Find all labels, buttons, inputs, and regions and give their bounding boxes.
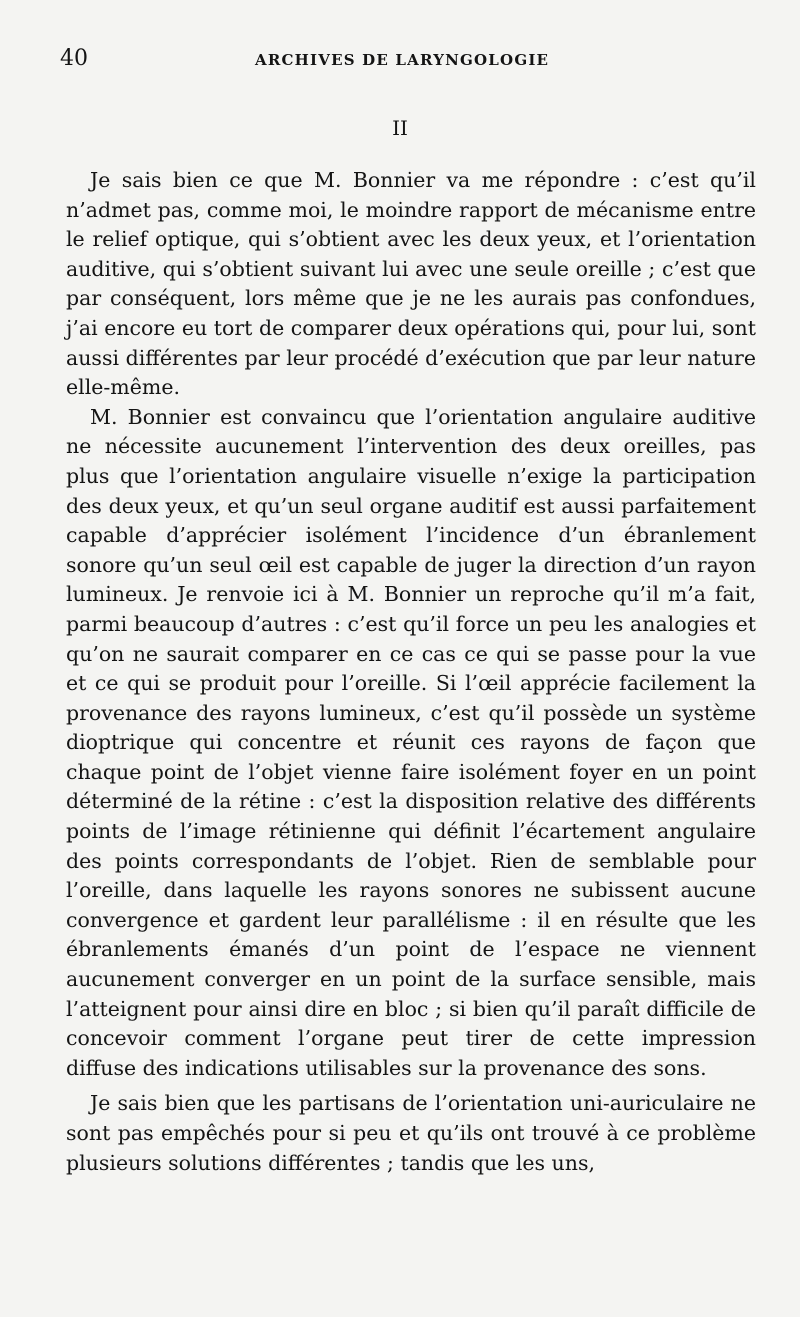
body-text [66,166,756,1178]
paragraph: M. Bonnier est convaincu que l’orientation angulaire auditive ne nécessite aucunement l’intervention des deux oreilles, pas plus que l’orientation angulaire visuelle n’exige la participation des deux yeux, et qu’un seul organe auditif est aussi parfaitement capable d’apprécier isolément l’incidence d’un ébranlement sonore qu’un seul œil est capable de juger la direction d’un rayon lumineux. Je renvoie ici à M. Bonnier un reproche qu’il m’a fait, parmi beaucoup d’autres : c’est qu’il force un peu les analogies et qu’on ne saurait comparer en ce cas ce qui se passe pour la vue et ce qui se produit pour l’oreille. Si l’œil apprécie facilement la provenance des rayons lumineux, c’est qu’il possède un système dioptrique qui concentre et réunit ces rayons de façon que chaque point de l’objet vienne faire isolément foyer en un point déterminé de la rétine : c’est la disposition relative des différents points de l’image rétinienne qui définit l’écartement angulaire des points correspondants de l’objet. Rien de semblable pour l’oreille, dans laquelle les rayons sonores ne subissent aucune convergence et gardent leur parallélisme : il en résulte que les ébranlements émanés d’un point de l’espace ne viennent aucunement converger en un point de la surface sensible, mais l’atteignent pour ainsi dire en bloc ; si bien qu’il paraît difficile de concevoir comment l’organe peut tirer de cette impression diffuse des indications utilisables sur la provenance des sons. [66,404,756,1080]
section-number: II [392,116,408,140]
paragraph: Je sais bien ce que M. Bonnier va me répondre : c’est qu’il n’admet pas, comme moi, le moindre rapport de mécanisme entre le relief optique, qui s’obtient avec les deux yeux, et l’orientation auditive, qui s’obtient suivant lui avec une seule oreille ; c’est que par conséquent, lors même que je ne les aurais pas confondues, j’ai encore eu tort de comparer deux opérations qui, pour lui, sont aussi différentes par leur procédé d’exécution que par leur nature elle-même. [66,168,756,400]
running-head [60,44,760,74]
page-number: 40 [60,46,88,71]
paragraph: Je sais bien que les partisans de l’orientation uni-auriculaire ne sont pas empêchés pour si peu et qu’ils ont trouvé à ce problème plusieurs solutions différentes ; tandis que les uns, [66,1091,756,1175]
journal-title: ARCHIVES DE LARYNGOLOGIE [255,51,550,69]
